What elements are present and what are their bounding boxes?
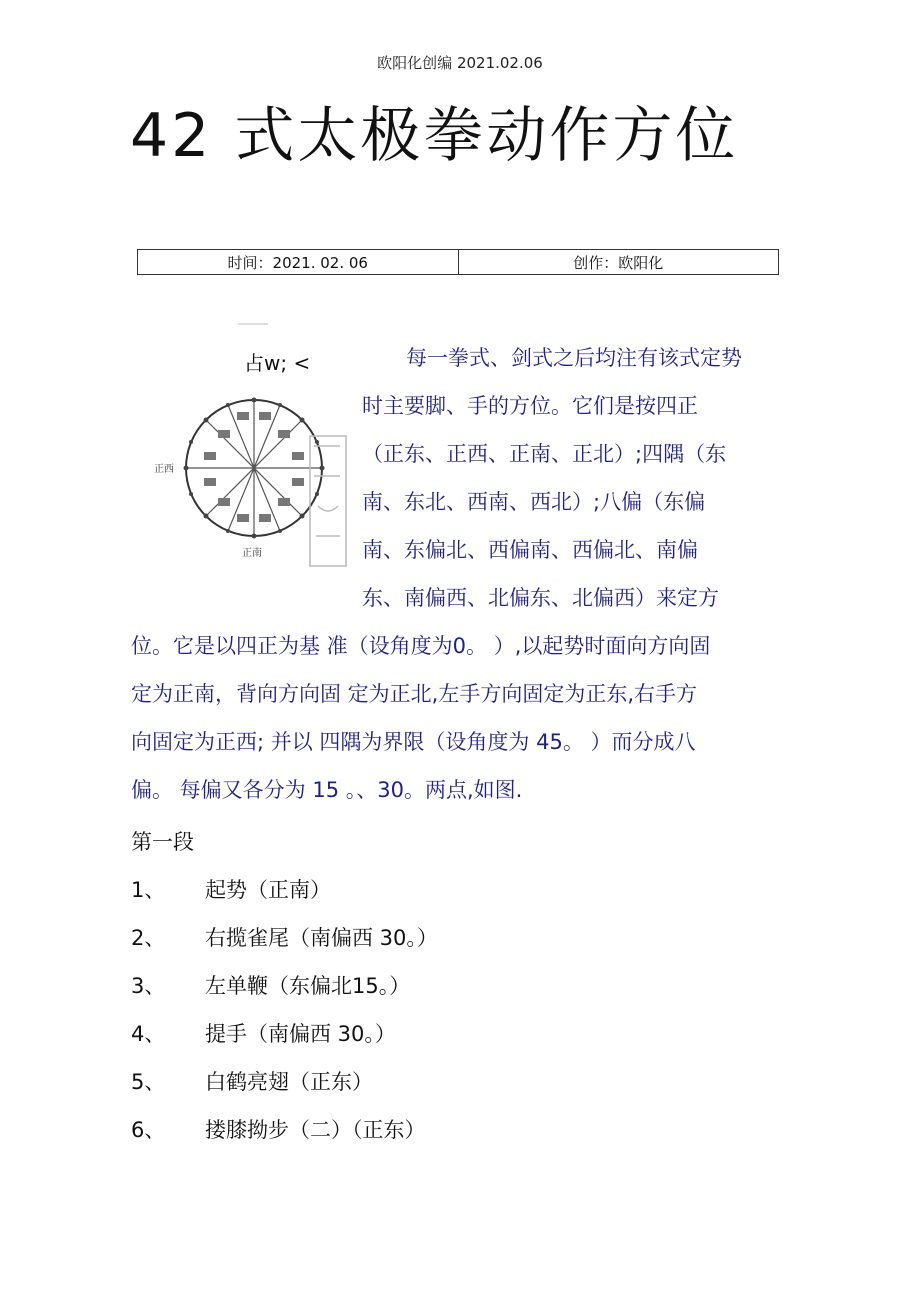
list-item-text: 起势（正南） (205, 878, 331, 902)
list-item-number: 1、 (131, 878, 166, 902)
page-header: 欧阳化创编 2021.02.06 (377, 54, 543, 72)
list-item-number: 6、 (131, 1118, 166, 1142)
label-south: 正南 (242, 548, 262, 559)
document-title: 42 式太极拳动作方位 (130, 101, 739, 171)
para-line: 南、东北、西南、西北）;八偏（东偏 (362, 490, 706, 514)
meta-time: 时间：2021. 02. 06 (138, 250, 459, 275)
figure-caption: 占w; < (244, 351, 311, 375)
list-item-number: 4、 (131, 1022, 166, 1046)
seal-stamp (310, 436, 346, 566)
para-line: 南、东偏北、西偏南、西偏北、南偏 (362, 538, 698, 562)
meta-table (137, 249, 779, 275)
para-line: 位。它是以四正为基 准（设角度为0。 ）,以起势时面向方向固 (131, 634, 711, 658)
para-line: 时主要脚、手的方位。它们是按四正 (362, 394, 698, 418)
list-item-number: 5、 (131, 1070, 166, 1094)
list-item-text: 白鹤亮翅（正东） (205, 1070, 373, 1094)
para-line: 每一拳式、剑式之后均注有该式定势 (406, 346, 742, 370)
label-west: 正西 (154, 464, 174, 475)
list-item-text: 右揽雀尾（南偏西 30。） (205, 926, 438, 950)
section-title: 第一段 (131, 830, 194, 854)
list-item-number: 2、 (131, 926, 166, 950)
list-item-text: 提手（南偏西 30。） (205, 1022, 396, 1046)
meta-author: 创作：欧阳化 (458, 250, 779, 275)
list-item-text: 左单鞭（东偏北15。） (205, 974, 411, 998)
list-item-text: 搂膝拗步（二）（正东） (205, 1118, 426, 1142)
figure-mark (238, 323, 268, 325)
para-line: 偏。 每偏又各分为 15 。、30。两点,如图. (131, 778, 523, 802)
para-line: 东、南偏西、北偏东、北偏西）来定方 (362, 586, 719, 610)
direction-wheel-diagram (152, 386, 352, 576)
list-item-number: 3、 (131, 974, 166, 998)
para-line: （正东、正西、正南、正北）;四隅（东 (362, 442, 727, 466)
para-line: 向固定为正西; 并以 四隅为界限（设角度为 45。 ）而分成八 (131, 730, 696, 754)
para-line: 定为正南，背向方向固 定为正北,左手方向固定为正东,右手方 (131, 682, 698, 706)
